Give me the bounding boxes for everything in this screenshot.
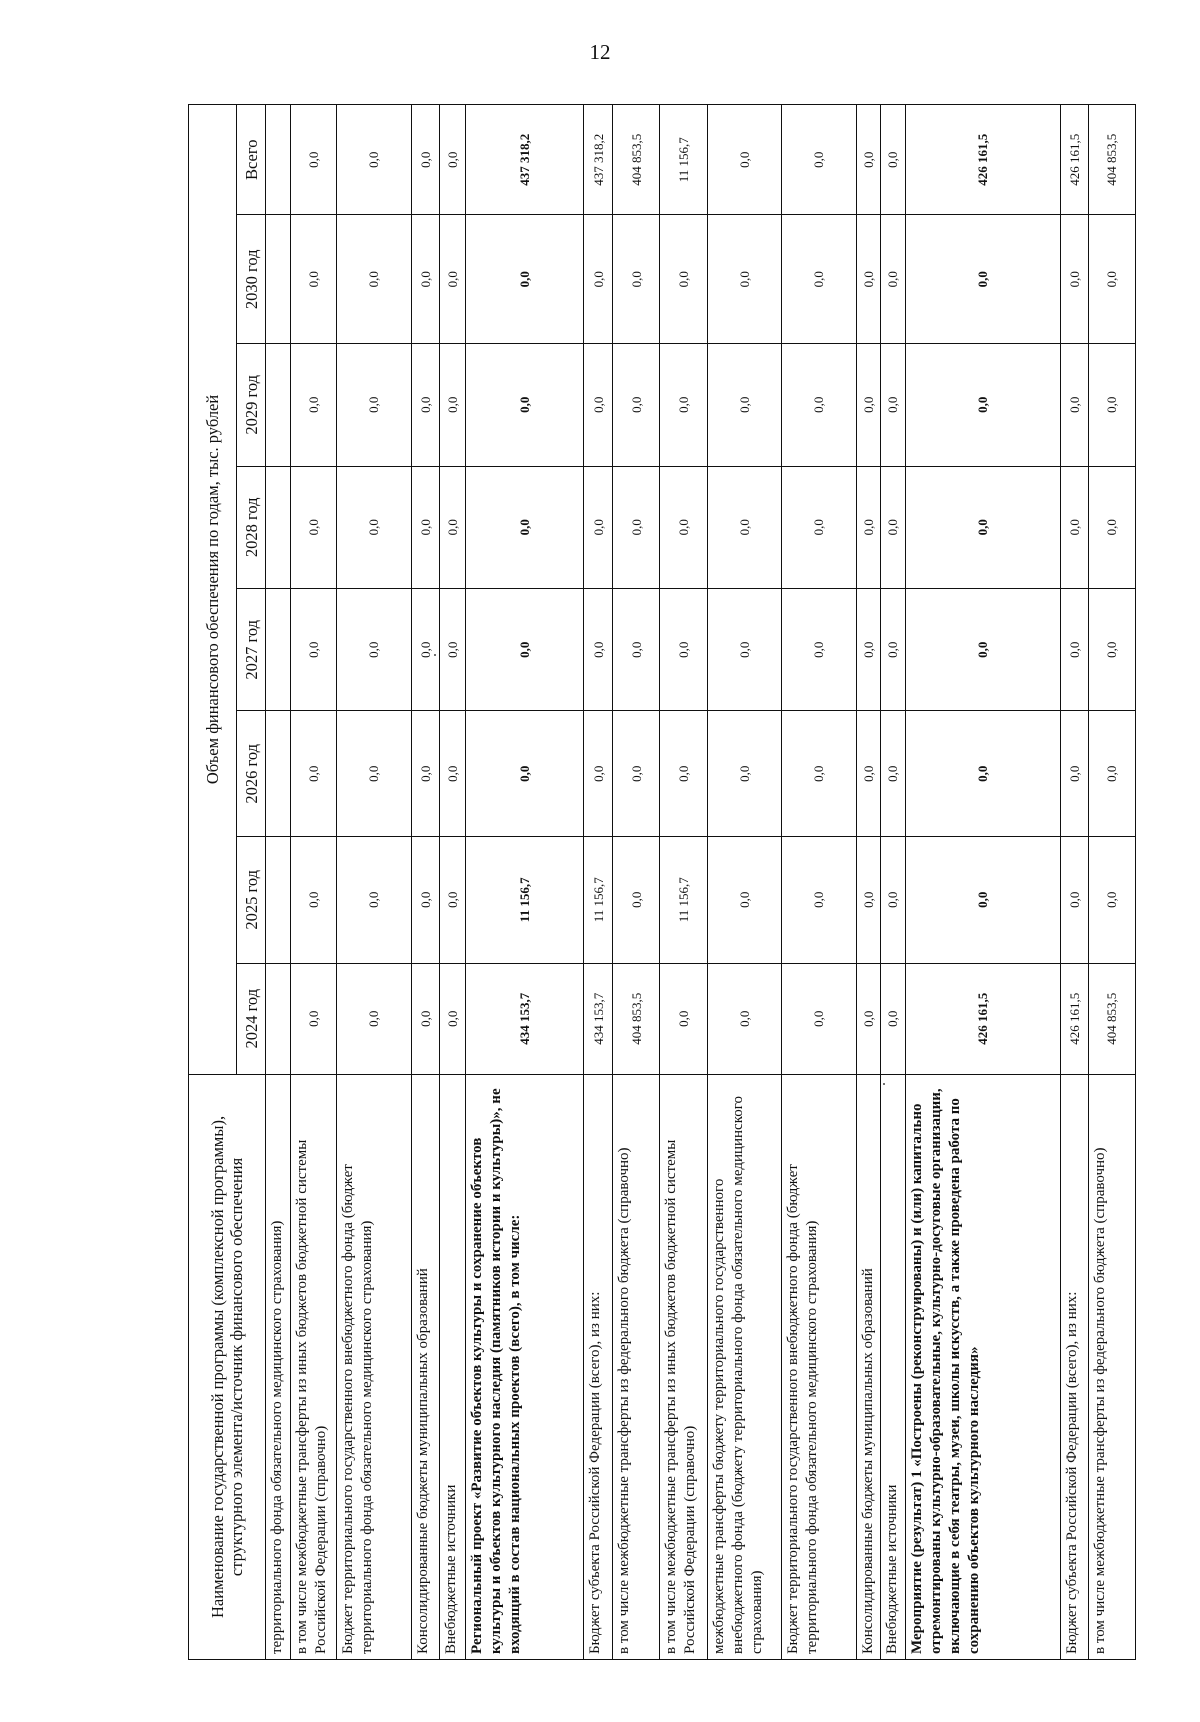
value-cell: 0,0 [439,105,466,215]
value-cell: 0,0 [290,344,336,466]
value-cell: 0,0 [660,963,707,1074]
row-label: Внебюджетные источники [439,1074,466,1659]
value-cell: 0,0 [411,963,439,1074]
value-cell: 437 318,2 [584,105,613,215]
value-cell: 0,0 [466,344,584,466]
value-cell: 434 153,7 [466,963,584,1074]
value-cell: 426 161,5 [1060,105,1088,215]
value-cell: 0,0 [1088,344,1135,466]
value-cell: 0,0 [411,105,439,215]
value-cell: 0,0 [781,589,856,711]
value-cell: 0,0 [856,589,881,711]
value-cell: 426 161,5 [1060,963,1088,1074]
value-cell [266,215,291,344]
row-label: Бюджет территориального государственного внебюджетного фонда (бюджет территориального фонда обязательного медицинского страхования) [781,1074,856,1659]
table-row [336,105,411,1660]
table-row [707,105,781,1660]
table-row [781,105,856,1660]
value-cell: 0,0 [466,711,584,837]
rotated-table-wrapper [188,104,1136,1660]
year-header-7: Всего [237,105,266,215]
value-cell: 0,0 [856,466,881,588]
value-cell: 11 156,7 [584,837,613,964]
value-cell: 11 156,7 [660,837,707,964]
value-cell: 0,0 [290,215,336,344]
value-cell: 437 318,2 [466,105,584,215]
value-cell: 0,0 [336,711,411,837]
value-cell: 0,0 [411,215,439,344]
value-cell: 0,0 [856,963,881,1074]
value-cell: 0,0 [856,837,881,964]
value-cell: 0,0 [707,711,781,837]
value-cell: 0,0 [411,711,439,837]
page-number: 12 [589,40,611,64]
name-column-header: Наименование государственной программы (комплексной программы), структурного элемента/источник финансового обеспечения [189,1074,266,1659]
value-cell: 0,0 [1088,466,1135,588]
value-cell: 0,0 [856,215,881,344]
row-label: межбюджетные трансферты бюджету территориального государственного внебюджетного фонда (бюджету территориального фонда обязательного медицинского страхования) [707,1074,781,1659]
value-cell: 0,0 [781,466,856,588]
table-row [1060,105,1088,1660]
table-row [584,105,613,1660]
value-cell: 0,0 [466,215,584,344]
value-cell: 0,0 [660,215,707,344]
value-cell: 0,0 [1088,589,1135,711]
year-header-6: 2030 год [237,215,266,344]
value-cell: 0,0 [336,215,411,344]
value-cell [266,711,291,837]
table-row [439,105,466,1660]
value-cell: 0,0 [1088,837,1135,964]
row-label: Консолидированные бюджеты муниципальных образований [411,1074,439,1659]
value-cell: 0,0 [290,466,336,588]
value-cell: 0,0 [439,215,466,344]
value-cell: 0,0 [905,589,1060,711]
table-row [613,105,660,1660]
table-row [905,105,1060,1660]
value-cell: 0,0 [613,711,660,837]
value-cell: 0,0 [905,215,1060,344]
value-cell: 0,0 [660,711,707,837]
value-cell: 0,0 [881,711,906,837]
value-cell [266,589,291,711]
value-cell: 0,0 [905,837,1060,964]
value-cell: 0,0 [707,344,781,466]
value-cell: 0,0 [905,344,1060,466]
value-cell: 0,0 [1088,711,1135,837]
value-cell: 0,0 [336,344,411,466]
value-cell: 0,0 [290,711,336,837]
value-cell: 0,0 [707,105,781,215]
year-header-5: 2029 год [237,344,266,466]
value-cell [266,466,291,588]
value-cell: 0,0 [439,589,466,711]
row-label: Бюджет субъекта Российской Федерации (всего), из них: [1060,1074,1088,1659]
value-cell: 0,0 [1060,711,1088,837]
row-label: в том числе межбюджетные трансферты из иных бюджетов бюджетной системы Российской Федерации (справочно) [290,1074,336,1659]
row-label: Внебюджетные источники [881,1074,906,1659]
value-cell: 0,0 [781,837,856,964]
value-cell: 0,0 [881,837,906,964]
value-cell: 0,0 [584,344,613,466]
value-cell: 404 853,5 [1088,963,1135,1074]
value-cell: 0,0 [1060,344,1088,466]
table-row [266,105,291,1660]
year-header-0: 2024 год [237,963,266,1074]
value-cell: 0,0 [336,466,411,588]
year-header-3: 2027 год [237,589,266,711]
value-cell: 0,0 [881,466,906,588]
row-label: Мероприятие (результат) 1 «Построены (реконструированы) и (или) капитально отремонтированы культурно-образовательные, культурно-досуговые организации, включающие в себя театры, музеи, школы искусств, а также проведена работа по сохранению объектов культурного наследия» [905,1074,1060,1659]
year-header-4: 2028 год [237,466,266,588]
value-cell: 0,0 [613,215,660,344]
table-row [290,105,336,1660]
table-row [466,105,584,1660]
value-cell: 0,0 [584,711,613,837]
value-cell: 0,0 [439,466,466,588]
value-cell: 0,0 [707,589,781,711]
row-label: в том числе межбюджетные трансферты из федерального бюджета (справочно) [613,1074,660,1659]
value-cell: 0,0 [411,344,439,466]
row-label: Консолидированные бюджеты муниципальных образований [856,1074,881,1659]
value-cell: 11 156,7 [466,837,584,964]
value-cell: 0,0 [881,105,906,215]
value-cell: 0,0 [881,963,906,1074]
row-label: в том числе межбюджетные трансферты из федерального бюджета (справочно) [1088,1074,1135,1659]
value-cell [266,344,291,466]
value-cell: 404 853,5 [1088,105,1135,215]
value-cell: 0,0 [466,589,584,711]
value-cell: 0,0 [411,589,439,711]
value-cell: 0,0 [1060,215,1088,344]
value-cell [266,837,291,964]
value-cell: 0,0 [336,105,411,215]
value-cell: 0,0 [881,344,906,466]
value-cell: 0,0 [1060,466,1088,588]
value-cell: 0,0 [856,344,881,466]
volume-header: Объем финансового обеспечения по годам, тыс. рублей [189,105,237,1075]
value-cell: 0,0 [439,344,466,466]
value-cell [266,105,291,215]
value-cell: 0,0 [781,711,856,837]
value-cell: 426 161,5 [905,105,1060,215]
value-cell: 0,0 [905,466,1060,588]
table-row [881,105,906,1660]
value-cell: 0,0 [290,589,336,711]
value-cell: 0,0 [584,466,613,588]
row-label: Бюджет субъекта Российской Федерации (всего), из них: [584,1074,613,1659]
value-cell: 0,0 [584,215,613,344]
value-cell: 0,0 [856,711,881,837]
table-row [660,105,707,1660]
value-cell: 404 853,5 [613,963,660,1074]
value-cell: 0,0 [290,105,336,215]
value-cell: 0,0 [336,837,411,964]
value-cell: 0,0 [660,589,707,711]
value-cell: 0,0 [660,344,707,466]
value-cell: 0,0 [411,837,439,964]
value-cell: 0,0 [584,589,613,711]
value-cell: 0,0 [881,215,906,344]
value-cell: 0,0 [336,589,411,711]
value-cell: 0,0 [613,466,660,588]
value-cell: 0,0 [856,105,881,215]
value-cell: 0,0 [1060,837,1088,964]
financing-table [188,104,1136,1660]
value-cell: 404 853,5 [613,105,660,215]
value-cell: 0,0 [781,105,856,215]
value-cell: 0,0 [707,837,781,964]
value-cell: 0,0 [1060,589,1088,711]
value-cell: 0,0 [336,963,411,1074]
value-cell: 0,0 [439,711,466,837]
value-cell: 0,0 [707,963,781,1074]
year-header-2: 2026 год [237,711,266,837]
row-label: территориального фонда обязательного медицинского страхования) [266,1074,291,1659]
value-cell: 0,0 [905,711,1060,837]
value-cell: 0,0 [781,215,856,344]
value-cell: 0,0 [439,837,466,964]
year-header-1: 2025 год [237,837,266,964]
value-cell: 0,0 [466,466,584,588]
value-cell: 0,0 [613,837,660,964]
value-cell: 0,0 [781,963,856,1074]
value-cell: 0,0 [707,215,781,344]
value-cell: 0,0 [781,344,856,466]
value-cell: 0,0 [660,466,707,588]
row-label: Бюджет территориального государственного внебюджетного фонда (бюджет территориального фонда обязательного медицинского страхования) [336,1074,411,1659]
value-cell: 0,0 [290,837,336,964]
value-cell: 0,0 [707,466,781,588]
value-cell: 434 153,7 [584,963,613,1074]
value-cell: 0,0 [613,344,660,466]
value-cell: 0,0 [613,589,660,711]
table-row [1088,105,1135,1660]
row-label: Региональный проект «Развитие объектов культуры и сохранение объектов культуры и объектов культурного наследия (памятников истории и культуры)», не входящий в состав национальных проектов (всего), в том числе: [466,1074,584,1659]
table-row [856,105,881,1660]
table-row [411,105,439,1660]
value-cell: 426 161,5 [905,963,1060,1074]
value-cell: 0,0 [881,589,906,711]
value-cell: 0,0 [1088,215,1135,344]
row-label: в том числе межбюджетные трансферты из иных бюджетов бюджетной системы Российской Федерации (справочно) [660,1074,707,1659]
value-cell: 0,0 [290,963,336,1074]
value-cell: 0,0 [439,963,466,1074]
value-cell [266,963,291,1074]
value-cell: 11 156,7 [660,105,707,215]
value-cell: 0,0 [411,466,439,588]
